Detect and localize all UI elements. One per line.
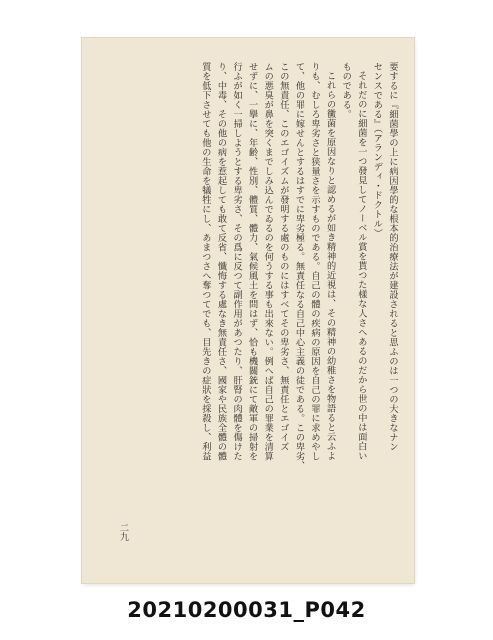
text-line: 行ふが如く一掃しようとする卑劣さ、その爲に反つて副作用があつたり、肝腎の肉體を傷けた: [231, 62, 243, 461]
text-line: センスである』（アランディ・ドクトル）: [371, 62, 383, 238]
text-line: ムの悪臭が鼻を突くまでしみ込んでゐるのを何うする事も出來ない。例へば自己の罪業を清算: [262, 62, 274, 461]
text-line: り、中毒、その他の病を惹起しても敢て反省、懺悔する處なき無責任さ、國家や民族全體の體: [215, 62, 227, 461]
text-line: それだのに細菌を一つ發見してノーベル賞を貰つた樣な人さへあるのだから世の中は面白い: [355, 71, 367, 461]
text-line: 要するに『細菌學の上に病因學的な根本的治療法が建設されると思ふのは一つの大きなナン: [387, 62, 398, 452]
page-text: [95, 62, 400, 512]
text-line: りも、むしろ卑劣さと狭量さを示すものである。自己の體の疾病の原因を自己の罪に求めやし: [309, 62, 321, 461]
text-line: て、他の罪に嫁せんとするはすでに卑劣極る。無責任なる自己中心主義の徒である。この卑劣、: [293, 62, 305, 471]
page-number: 二九: [118, 523, 128, 541]
text-line: これらの黴菌を原因なりと認めるが如き精神的近視は、その精神の幼稚さを物語ると云ふよ: [324, 71, 336, 461]
text-line: 質を低下させても他の生命を犠牲にし、あまつさへ奪つてでも、目先きの症狀を採殺し、利益: [199, 62, 211, 461]
image-caption: 20210200031_P042: [127, 598, 366, 622]
text-line: せずに、一擧に、年齢、性別、體質、體力、氣候風土を問はず、恰も機關銃にて敵軍の掃射を: [246, 62, 258, 461]
text-line: この無責任、このエゴイズムが發明する處のものにはすべてその卑劣さ、無責任とエゴイズ: [277, 62, 289, 452]
text-line: ものである。: [340, 62, 352, 119]
